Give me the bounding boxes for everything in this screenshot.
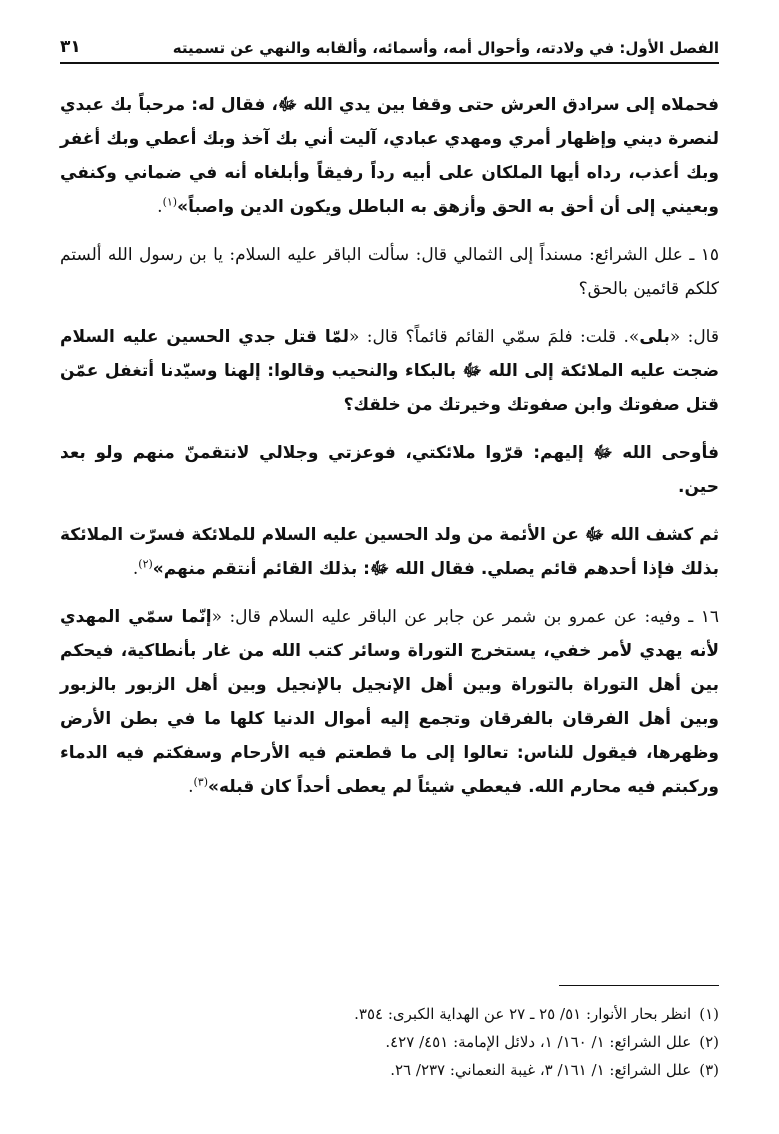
text-segment: . — [157, 197, 163, 217]
text-segment: إنّما سمّي المهدي لأنه يهدي لأمر خفي، يستخرج التوراة وسائر كتب الله من غار بأنطاكية، فيحكم بين أهل التوراة بالتوراة وبين أهل الإنجيل بالإنجيل وبين أهل الزبور بالزبور وبين أهل الفرقان بالفرقان وتجمع إليه أموال الدنيا كلها ما في بطن الأرض وظهرها، فيقول للناس: تعالوا إلى ما قطعتم فيه الأرحام وسفكتم فيه الدماء وركبتم فيه محارم الله. فيعطي شيئاً لم يعطى أحداً كان قبله» — [60, 607, 719, 797]
text-segment: فحملاه إلى سرادق العرش حتى وقفا بين يدي الله ﷻ، فقال له: مرحباً بك عبدي لنصرة ديني وإظهار أمري ومهدي عبادي، آليت أني بك آخذ وبك أعطي وبك أغفر وبك أعذب، رداه أيها الملكان على أبيه رداً رفيقاً وأبلغاه أنه في ضماني وكنفي وبعيني إلى أن أحق به الحق وأزهق به الباطل ويكون الدين واصباً» — [60, 95, 719, 217]
text-segment: لمّا قتل جدي الحسين عليه السلام ضجت عليه الملائكة إلى الله ﷻ بالبكاء والنحيب وقالوا: إلهنا وسيّدنا أتغفل عمّن قتل صفوتك وابن صفوتك وخيرتك من خلقك؟ — [60, 327, 719, 415]
running-title: الفصل الأول: في ولادته، وأحوال أمه، وأسمائه، وألقابه والنهي عن تسميته — [172, 39, 719, 57]
paragraph — [60, 238, 719, 306]
text-segment: ١٦ ـ وفيه: عن عمرو بن شمر عن جابر عن الباقر عليه السلام قال: « — [211, 607, 719, 627]
footnote-number: (١) — [699, 1005, 719, 1023]
footnote-number: (٢) — [699, 1033, 719, 1051]
footnote-text: انظر بحار الأنوار: ٥١/ ٢٥ ـ ٢٧ عن الهداية الكبرى: ٣٥٤. — [354, 1005, 692, 1023]
footnote-marker[interactable]: (١) — [162, 195, 178, 209]
text-segment: ١٥ ـ علل الشرائع: مسنداً إلى الثمالي قال: سألت الباقر عليه السلام: يا بن رسول الله ألستم كلكم قائمين بالحق؟ — [60, 245, 719, 299]
text-segment: ثم كشف الله ﷻ عن الأئمة من ولد الحسين عليه السلام للملائكة فسرّت الملائكة بذلك فإذا أحدهم قائم يصلي. فقال الله ﷻ: بذلك القائم أنتقم منهم» — [60, 525, 719, 579]
paragraph — [60, 88, 719, 224]
text-segment: بلى — [639, 327, 670, 347]
text-segment: . — [132, 559, 139, 579]
footnote-text: علل الشرائع: ١/ ١٦٠/ ١، دلائل الإمامة: ٤٥١/ ٤٢٧. — [385, 1033, 692, 1051]
footnote-number: (٣) — [699, 1061, 719, 1079]
paragraph — [60, 518, 719, 586]
paragraph — [60, 436, 719, 504]
footnote-marker[interactable]: (٣) — [193, 775, 208, 789]
text-segment: ». قلت: فلمَ سمّي القائم قائماً؟ قال: « — [349, 327, 640, 347]
page-header — [60, 28, 719, 64]
footnote — [60, 1056, 719, 1084]
footnote — [60, 1028, 719, 1056]
footnotes — [60, 1000, 719, 1084]
footnote-marker[interactable]: (٢) — [138, 557, 153, 571]
footnote-text: علل الشرائع: ١/ ١٦١/ ٣، غيبة النعماني: ٢٣٧/ ٢٦. — [390, 1061, 692, 1079]
text-segment: . — [188, 777, 194, 797]
text-segment: فأوحى الله ﷻ إليهم: قرّوا ملائكتي، فوعزتي وجلالي لانتقمنّ منهم ولو بعد حين. — [60, 443, 719, 497]
main-text — [60, 88, 719, 818]
footnote — [60, 1000, 719, 1028]
page-number: ٣١ — [60, 37, 81, 57]
paragraph — [60, 600, 719, 804]
paragraph — [60, 320, 719, 422]
text-segment: قال: « — [669, 327, 719, 347]
footnote-divider — [559, 985, 719, 986]
